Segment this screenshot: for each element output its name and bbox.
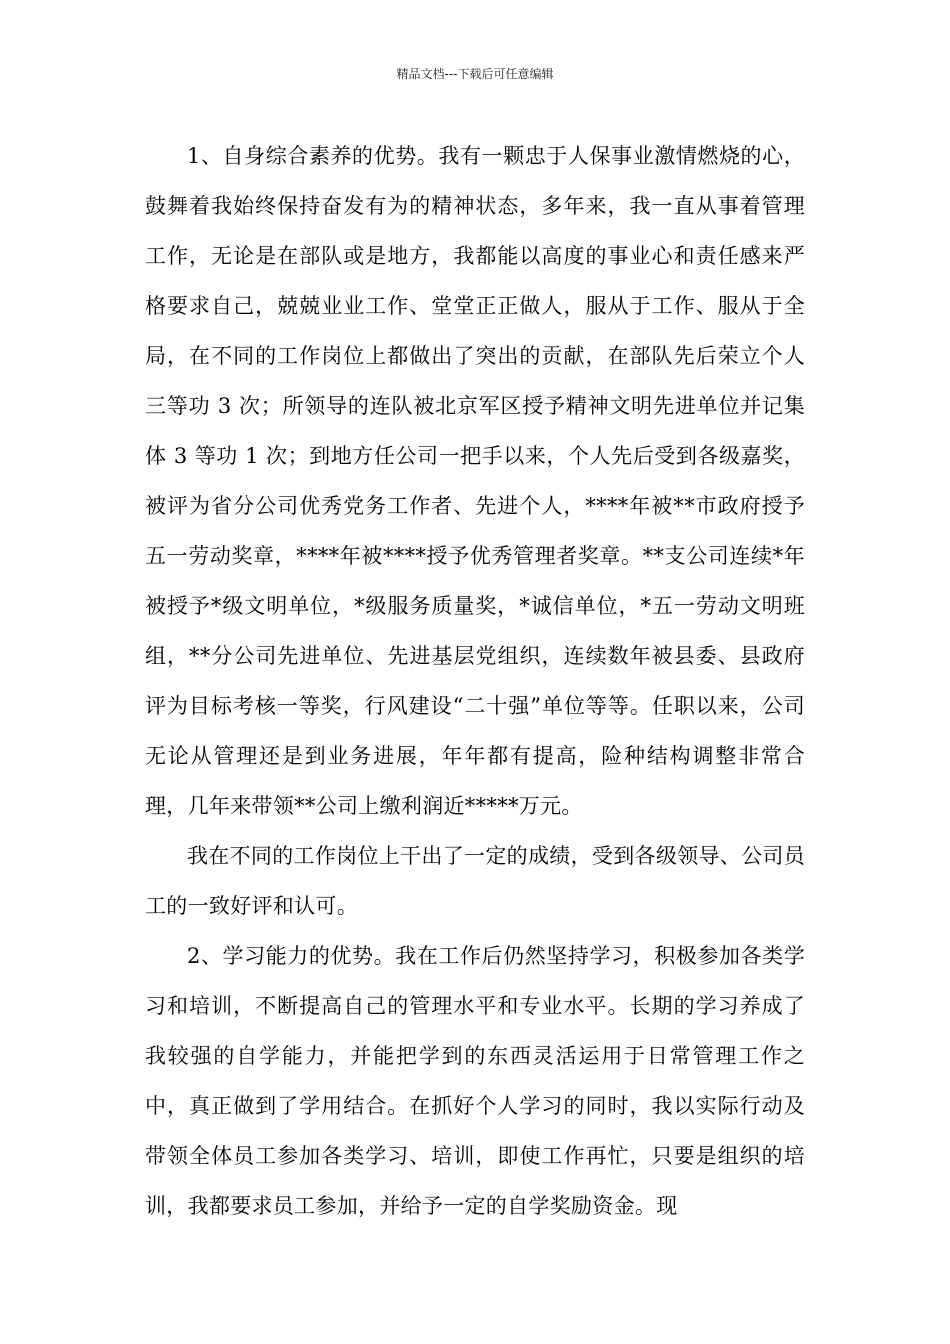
document-body [145,131,805,1231]
page-header: 精品文档---下载后可任意编辑 [396,67,554,81]
paragraph-learning-ability: 2、学习能力的优势。我在工作后仍然坚持学习，积极参加各类学习和培训，不断提高自己的管理水平和专业水平。长期的学习养成了我较强的自学能力，并能把学到的东西灵活运用于日常管理工作之中，真正做到了学用结合。在抓好个人学习的同时，我以实际行动及带领全体员工参加各类学习、培训，即使工作再忙，只要是组织的培训，我都要求员工参加，并给予一定的自学奖励资金。现 [145,944,805,1218]
paragraph-self-quality: 1、自身综合素养的优势。我有一颗忠于人保事业激情燃烧的心，鼓舞着我始终保持奋发有为的精神状态，多年来，我一直从事着管理工作，无论是在部队或是地方，我都能以高度的事业心和责任感来严格要求自己，兢兢业业工作、堂堂正正做人，服从于工作、服从于全局，在不同的工作岗位上都做出了突出的贡献，在部队先后荣立个人三等功 3 次；所领导的连队被北京军区授予精神文明先进单位并记集体 3 等功 1 次；到地方任公司一把手以来，个人先后受到各级嘉奖，被评为省分公司优秀党务工作者、先进个人，****年被**市政府授予五一劳动奖章，****年被****授予优秀管理者奖章。**支公司连续*年被授予*级文明单位，*级服务质量奖，*诚信单位，*五一劳动文明班组，**分公司先进单位、先进基层党组织，连续数年被县委、县政府评为目标考核一等奖，行风建设“二十强”单位等等。任职以来，公司无论从管理还是到业务进展，年年都有提高，险种结构调整非常合理，几年来带领**公司上缴利润近*****万元。 [145,144,805,818]
paragraph-achievements: 我在不同的工作岗位上干出了一定的成绩，受到各级领导、公司员工的一致好评和认可。 [145,844,805,918]
